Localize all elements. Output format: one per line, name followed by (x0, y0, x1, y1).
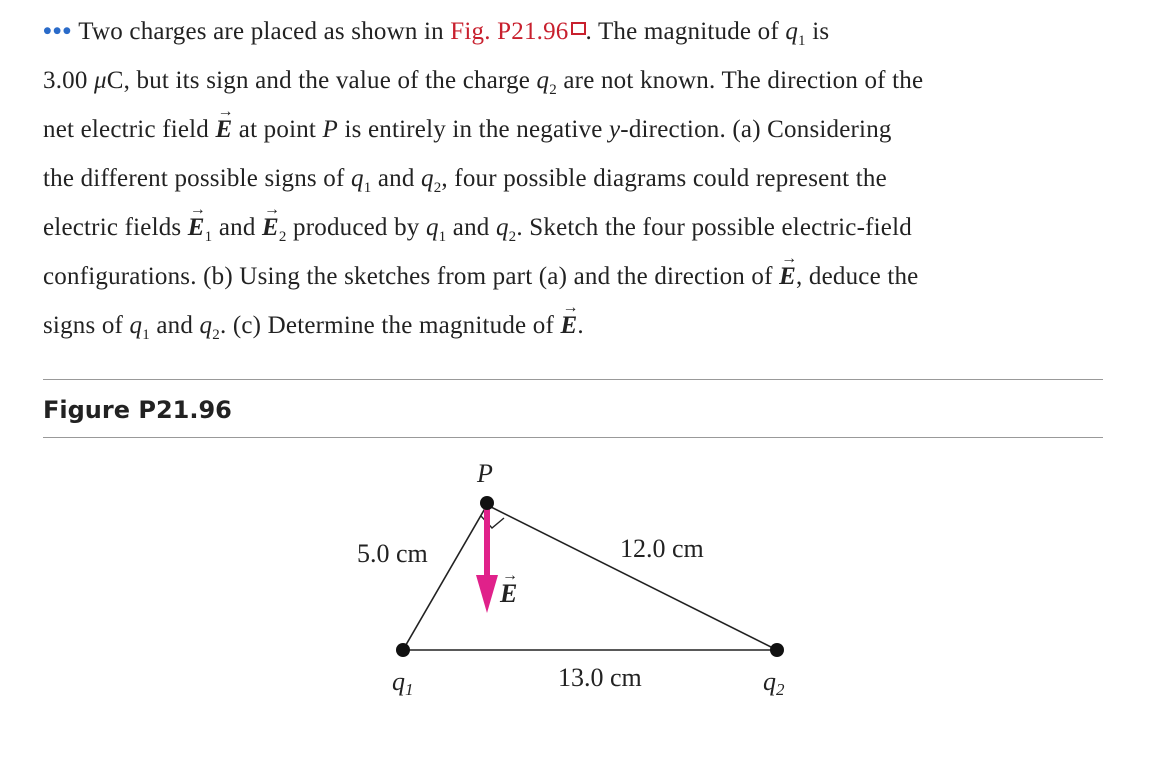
side-q1-P (403, 505, 487, 650)
side-P-q2 (487, 505, 777, 650)
text: are not known. The direction of the (556, 67, 924, 94)
text: is (805, 18, 830, 45)
text: . (c) Determine the magnitude of (219, 312, 561, 339)
text: and (149, 312, 200, 339)
y-symbol: y (609, 116, 621, 143)
q2-symbol: q (495, 214, 509, 241)
q1-symbol: q (425, 214, 439, 241)
label-5cm: 5.0 cm (357, 539, 428, 568)
E-arrow-head (476, 575, 498, 613)
E2-vector: → E (262, 214, 279, 241)
E1-vector: → E (188, 214, 205, 241)
subscript: 2 (433, 180, 442, 196)
q2-symbol: q (536, 67, 550, 94)
subscript: 1 (204, 229, 213, 245)
subscript: 1 (798, 33, 806, 49)
text: produced by (286, 214, 426, 241)
text: configurations. (b) Using the sketches from part (a) and the direction of (43, 263, 780, 290)
charge-q1 (396, 643, 410, 657)
subscript: 1 (438, 229, 447, 245)
text: . Sketch the four possible electric-field (516, 214, 912, 241)
E-vector: → E (215, 116, 232, 143)
text: electric fields (43, 214, 188, 241)
q1-symbol: q (129, 312, 143, 339)
subscript: 2 (508, 229, 517, 245)
text: C, but its sign and the value of the charge (106, 67, 537, 94)
text: and (212, 214, 262, 241)
P-symbol: P (322, 116, 338, 143)
text: Two charges are placed as shown in (78, 18, 451, 45)
text: and (371, 165, 421, 192)
label-q1: q1 (392, 667, 414, 699)
E-vector: → E (560, 312, 577, 339)
text: net electric field (43, 116, 216, 143)
text: 3.00 (43, 67, 94, 94)
text: is entirely in the negative (338, 116, 609, 143)
text: , four possible diagrams could represent the (441, 165, 887, 192)
subscript: 1 (363, 180, 372, 196)
text: at point (232, 116, 323, 143)
text: signs of (43, 312, 130, 339)
subscript: 2 (212, 327, 220, 343)
charge-q2 (770, 643, 784, 657)
text: . (577, 312, 584, 339)
q2-symbol: q (199, 312, 213, 339)
difficulty-dots: ••• (43, 18, 73, 45)
E-vector: → E (779, 263, 796, 290)
label-P: P (477, 459, 493, 488)
text: and (446, 214, 496, 241)
subscript: 1 (142, 327, 150, 343)
vector-arrow-icon: → (502, 567, 518, 584)
subscript: 2 (278, 229, 287, 245)
text: -direction. (a) Considering (620, 116, 892, 143)
text: , deduce the (795, 263, 919, 290)
subscript: 2 (549, 82, 557, 98)
q1-symbol: q (785, 18, 799, 45)
text: the different possible signs of (43, 165, 351, 192)
point-P (480, 496, 494, 510)
q1-symbol: q (350, 165, 364, 192)
text: . The magnitude of (585, 18, 786, 45)
label-q2: q2 (763, 667, 785, 699)
label-E: E (500, 579, 518, 608)
figure-title: Figure P21.96 (43, 396, 232, 424)
figure-link[interactable]: Fig. P21.96 (450, 18, 569, 45)
q2-symbol: q (421, 165, 434, 192)
mu-symbol: μ (94, 67, 107, 94)
label-12cm: 12.0 cm (620, 534, 704, 563)
label-13cm: 13.0 cm (558, 663, 642, 692)
